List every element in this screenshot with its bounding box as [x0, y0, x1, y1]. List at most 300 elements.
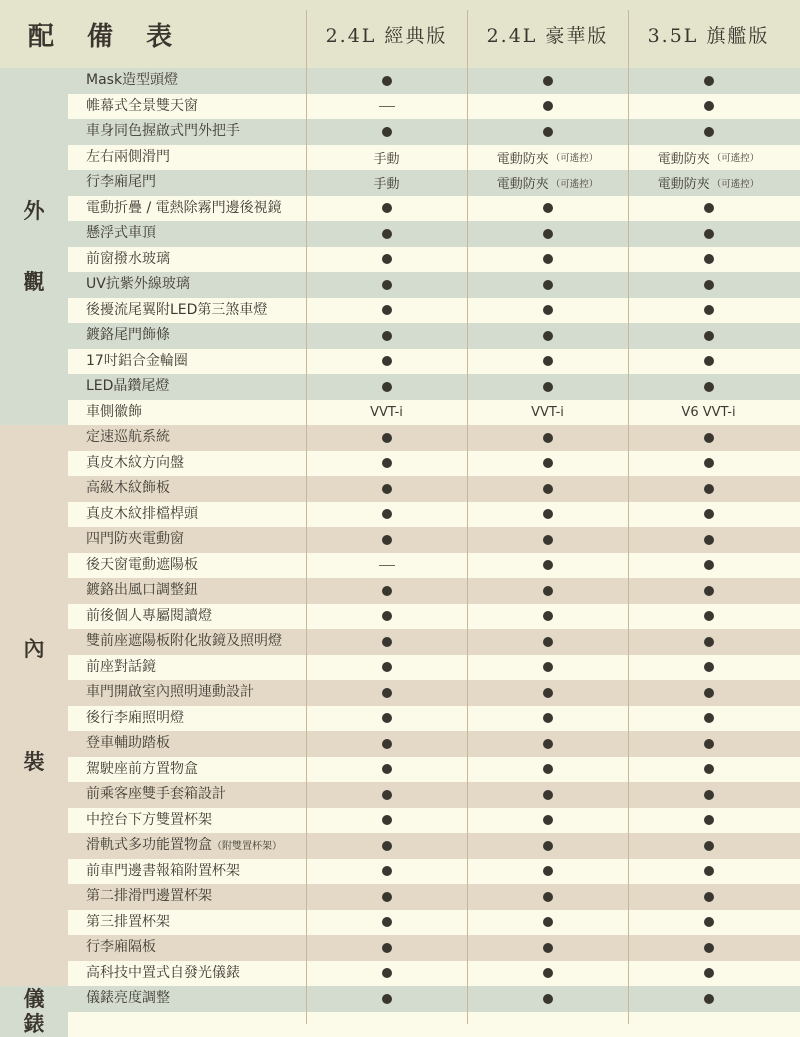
group-label-char: 錶 [23, 1011, 45, 1037]
dot-icon [543, 637, 553, 647]
dot-icon [382, 688, 392, 698]
standard-dot [306, 323, 467, 349]
standard-dot [467, 961, 628, 987]
standard-dot [467, 94, 628, 120]
dot-icon [382, 739, 392, 749]
dot-icon [382, 866, 392, 876]
standard-dot [467, 757, 628, 783]
standard-dot [306, 859, 467, 885]
dot-icon [382, 509, 392, 519]
standard-dot [306, 986, 467, 1012]
standard-dot [628, 961, 789, 987]
dot-icon [382, 458, 392, 468]
table-row [68, 502, 800, 528]
standard-dot [306, 374, 467, 400]
column-header-classic: 2.4L 經典版 [325, 24, 448, 47]
standard-dot [467, 553, 628, 579]
standard-dot [628, 323, 789, 349]
feature-label: 前座對話鏡 [86, 658, 156, 675]
standard-dot [628, 757, 789, 783]
dot-icon [704, 382, 714, 392]
standard-dot [628, 425, 789, 451]
spec-value: 電動防夾 （可遙控） [657, 151, 760, 167]
feature-label: 滑軌式多功能置物盒（附雙置杯架） [86, 837, 282, 853]
table-row [68, 221, 800, 247]
dot-icon [704, 841, 714, 851]
table-row [68, 94, 800, 120]
group-label-char: 內 [23, 636, 45, 662]
standard-dot [306, 425, 467, 451]
dot-icon [382, 790, 392, 800]
spec-value: 電動防夾 （可遙控） [496, 177, 599, 193]
standard-dot [306, 502, 467, 528]
dot-icon [382, 76, 392, 86]
standard-dot [467, 629, 628, 655]
dot-icon [704, 739, 714, 749]
standard-dot [628, 119, 789, 145]
standard-dot [467, 502, 628, 528]
dot-icon [382, 586, 392, 596]
dot-icon [543, 815, 553, 825]
feature-label: 電動折疊 / 電熱除霧門邊後視鏡 [86, 199, 282, 216]
standard-dot [306, 68, 467, 94]
feature-label: 登車輔助踏板 [86, 735, 170, 751]
group-label-char: 觀 [23, 269, 45, 295]
feature-label: 後擾流尾翼附LED第三煞車燈 [86, 301, 268, 318]
dot-icon [704, 688, 714, 698]
column-divider [628, 10, 629, 1024]
standard-dot [467, 476, 628, 502]
standard-dot [467, 196, 628, 222]
dot-icon [382, 484, 392, 494]
dot-icon [543, 458, 553, 468]
feature-label: 前乘客座雙手套箱設計 [86, 786, 226, 802]
dot-icon [704, 943, 714, 953]
dot-icon [704, 866, 714, 876]
standard-dot [628, 527, 789, 553]
dot-icon [704, 127, 714, 137]
standard-dot [628, 68, 789, 94]
standard-dot [628, 476, 789, 502]
table-row [68, 68, 800, 94]
dot-icon [704, 229, 714, 239]
standard-dot [306, 680, 467, 706]
table-row [68, 170, 800, 196]
standard-dot [467, 884, 628, 910]
table-row [68, 400, 800, 426]
dot-icon [704, 790, 714, 800]
table-row [68, 833, 800, 859]
dot-icon [382, 229, 392, 239]
feature-label: 第二排滑門邊置杯架 [86, 888, 212, 904]
table-row [68, 808, 800, 834]
standard-dot [467, 782, 628, 808]
table-row [68, 476, 800, 502]
table-row [68, 706, 800, 732]
dot-icon [704, 662, 714, 672]
standard-dot [306, 527, 467, 553]
standard-dot [628, 502, 789, 528]
spec-value: 手動 [373, 177, 400, 193]
spec-value: 電動防夾 （可遙控） [657, 177, 760, 193]
table-title: 配 備 表 [28, 21, 185, 52]
dot-icon [382, 127, 392, 137]
table-row [68, 425, 800, 451]
dot-icon [704, 76, 714, 86]
dot-icon [704, 611, 714, 621]
dot-icon [704, 917, 714, 927]
dot-icon [543, 484, 553, 494]
dot-icon [382, 254, 392, 264]
standard-dot [306, 782, 467, 808]
dot-icon [543, 739, 553, 749]
standard-dot [628, 782, 789, 808]
dot-icon [382, 535, 392, 545]
table-row [68, 145, 800, 171]
feature-label: 儀錶亮度調整 [86, 990, 170, 1006]
dot-icon [543, 127, 553, 137]
standard-dot [467, 527, 628, 553]
standard-dot [628, 884, 789, 910]
table-row [68, 119, 800, 145]
standard-dot [628, 859, 789, 885]
standard-dot [467, 451, 628, 477]
standard-dot [306, 298, 467, 324]
feature-label: 行李廂尾門 [86, 174, 156, 190]
dot-icon [704, 433, 714, 443]
group-label-char: 裝 [23, 748, 45, 774]
table-row [68, 731, 800, 757]
standard-dot [628, 578, 789, 604]
spec-value: VVT-i [531, 404, 564, 420]
dot-icon [543, 101, 553, 111]
dot-icon [382, 382, 392, 392]
standard-dot [467, 859, 628, 885]
standard-dot [306, 757, 467, 783]
feature-label: 駕駛座前方置物盒 [86, 760, 198, 777]
standard-dot [306, 221, 467, 247]
standard-dot [467, 272, 628, 298]
dot-icon [382, 994, 392, 1004]
dot-icon [704, 535, 714, 545]
group-band [0, 68, 68, 425]
table-row [68, 374, 800, 400]
standard-dot [628, 247, 789, 273]
dot-icon [543, 994, 553, 1004]
feature-label: 帷幕式全景雙天窗 [86, 97, 198, 114]
table-row [68, 527, 800, 553]
standard-dot [628, 706, 789, 732]
dot-icon [543, 662, 553, 672]
dot-icon [704, 815, 714, 825]
feature-label: LED晶鑽尾燈 [86, 378, 170, 394]
dot-icon [543, 433, 553, 443]
feature-label: 第三排置杯架 [86, 913, 170, 930]
standard-dot [628, 604, 789, 630]
dot-icon [543, 382, 553, 392]
dot-icon [543, 688, 553, 698]
dot-icon [543, 764, 553, 774]
dot-icon [543, 509, 553, 519]
dash-icon [379, 106, 395, 107]
table-row [68, 782, 800, 808]
feature-label: 中控台下方雙置杯架 [86, 811, 212, 828]
standard-dot [628, 349, 789, 375]
dot-icon [543, 356, 553, 366]
dot-icon [543, 535, 553, 545]
dot-icon [543, 790, 553, 800]
table-row [68, 451, 800, 477]
standard-dot [467, 578, 628, 604]
spec-value: VVT-i [370, 404, 403, 420]
dot-icon [543, 305, 553, 315]
standard-dot [467, 986, 628, 1012]
table-header [0, 0, 800, 68]
table-row [68, 910, 800, 936]
standard-dot [306, 629, 467, 655]
dot-icon [704, 203, 714, 213]
standard-dot [467, 808, 628, 834]
not-available-dash [306, 553, 467, 579]
standard-dot [628, 808, 789, 834]
standard-dot [467, 680, 628, 706]
feature-label: 真皮木紋方向盤 [86, 454, 184, 471]
column-divider [306, 10, 307, 1024]
standard-dot [306, 808, 467, 834]
standard-dot [628, 451, 789, 477]
feature-label: 左右兩側滑門 [86, 148, 170, 165]
standard-dot [628, 910, 789, 936]
dot-icon [704, 637, 714, 647]
feature-label: 高科技中置式自發光儀錶 [86, 964, 240, 981]
feature-label: 行李廂隔板 [86, 939, 156, 955]
table-row [68, 247, 800, 273]
group-label-char: 外 [23, 197, 45, 223]
feature-label: 真皮木紋排檔桿頭 [86, 505, 198, 522]
feature-label: 鍍鉻出風口調整鈕 [86, 582, 198, 598]
dot-icon [704, 280, 714, 290]
standard-dot [628, 196, 789, 222]
table-row [68, 961, 800, 987]
dot-icon [382, 968, 392, 978]
dot-icon [382, 662, 392, 672]
dot-icon [704, 356, 714, 366]
table-row [68, 935, 800, 961]
table-row [68, 272, 800, 298]
standard-dot [306, 476, 467, 502]
dot-icon [382, 433, 392, 443]
dot-icon [704, 994, 714, 1004]
table-row [68, 196, 800, 222]
standard-dot [306, 884, 467, 910]
standard-dot [467, 731, 628, 757]
dot-icon [382, 815, 392, 825]
dot-icon [704, 968, 714, 978]
standard-dot [628, 298, 789, 324]
feature-label: 車門開啟室內照明連動設計 [86, 684, 254, 700]
dot-icon [543, 611, 553, 621]
table-row [68, 859, 800, 885]
spec-value: 手動 [373, 151, 400, 167]
dash-icon [379, 565, 395, 566]
dot-icon [543, 586, 553, 596]
table-row [68, 680, 800, 706]
feature-label: 前車門邊書報箱附置杯架 [86, 862, 240, 879]
dot-icon [382, 917, 392, 927]
spec-value: V6 VVT-i [681, 404, 736, 420]
feature-label: UV抗紫外線玻璃 [86, 276, 190, 292]
table-row [68, 323, 800, 349]
table-row [68, 298, 800, 324]
dot-icon [704, 509, 714, 519]
feature-label: Mask造型頭燈 [86, 72, 179, 88]
dot-icon [704, 560, 714, 570]
dot-icon [382, 764, 392, 774]
dot-icon [704, 484, 714, 494]
dot-icon [704, 254, 714, 264]
feature-label: 懸浮式車頂 [86, 225, 156, 241]
table-row [68, 349, 800, 375]
standard-dot [467, 833, 628, 859]
column-header-luxury: 2.4L 豪華版 [486, 24, 609, 47]
dot-icon [543, 280, 553, 290]
standard-dot [628, 655, 789, 681]
standard-dot [467, 68, 628, 94]
feature-label: 車身同色握啟式門外把手 [86, 123, 240, 139]
dot-icon [543, 331, 553, 341]
feature-label: 鍍鉻尾門飾條 [86, 327, 170, 343]
table-row [68, 604, 800, 630]
dot-icon [704, 305, 714, 315]
dot-icon [543, 917, 553, 927]
standard-dot [306, 578, 467, 604]
feature-label: 高級木紋飾板 [86, 480, 170, 496]
dot-icon [704, 764, 714, 774]
standard-dot [467, 425, 628, 451]
dot-icon [543, 943, 553, 953]
feature-label: 定速巡航系統 [86, 429, 170, 445]
standard-dot [628, 935, 789, 961]
standard-dot [306, 196, 467, 222]
table-row [68, 986, 800, 1012]
dot-icon [382, 280, 392, 290]
dot-icon [382, 713, 392, 723]
table-row [68, 757, 800, 783]
table-row [68, 578, 800, 604]
standard-dot [306, 451, 467, 477]
standard-dot [306, 247, 467, 273]
standard-dot [467, 349, 628, 375]
standard-dot [467, 298, 628, 324]
spec-value: 電動防夾 （可遙控） [496, 151, 599, 167]
standard-dot [467, 604, 628, 630]
feature-label: 雙前座遮陽板附化妝鏡及照明燈 [86, 633, 282, 649]
dot-icon [382, 305, 392, 315]
feature-label: 四門防夾電動窗 [86, 531, 184, 547]
dot-icon [382, 892, 392, 902]
dot-icon [543, 203, 553, 213]
standard-dot [467, 323, 628, 349]
dot-icon [543, 968, 553, 978]
standard-dot [628, 553, 789, 579]
dot-icon [543, 713, 553, 723]
standard-dot [306, 731, 467, 757]
dot-icon [382, 943, 392, 953]
standard-dot [628, 833, 789, 859]
standard-dot [628, 629, 789, 655]
standard-dot [306, 935, 467, 961]
column-header-flagship: 3.5L 旗艦版 [647, 24, 770, 47]
dot-icon [382, 203, 392, 213]
standard-dot [467, 374, 628, 400]
standard-dot [306, 961, 467, 987]
feature-label: 前後個人專屬閱讀燈 [86, 607, 212, 624]
feature-label: 車側徽飾 [86, 403, 142, 420]
dot-icon [704, 892, 714, 902]
table-row [68, 553, 800, 579]
dot-icon [382, 331, 392, 341]
dot-icon [382, 637, 392, 647]
standard-dot [467, 221, 628, 247]
dot-icon [704, 586, 714, 596]
feature-label: 17吋鋁合金輪圈 [86, 352, 188, 369]
standard-dot [306, 833, 467, 859]
table-row [68, 884, 800, 910]
standard-dot [628, 374, 789, 400]
standard-dot [628, 94, 789, 120]
dot-icon [704, 458, 714, 468]
standard-dot [306, 655, 467, 681]
standard-dot [306, 119, 467, 145]
standard-dot [628, 986, 789, 1012]
table-row [68, 629, 800, 655]
standard-dot [467, 119, 628, 145]
dot-icon [543, 892, 553, 902]
standard-dot [628, 731, 789, 757]
standard-dot [306, 349, 467, 375]
dot-icon [543, 560, 553, 570]
standard-dot [306, 706, 467, 732]
not-available-dash [306, 94, 467, 120]
standard-dot [467, 910, 628, 936]
standard-dot [467, 706, 628, 732]
standard-dot [306, 272, 467, 298]
standard-dot [467, 247, 628, 273]
standard-dot [306, 910, 467, 936]
dot-icon [543, 841, 553, 851]
group-band [0, 425, 68, 986]
standard-dot [628, 680, 789, 706]
dot-icon [382, 841, 392, 851]
group-label-char: 儀 [23, 985, 45, 1011]
dot-icon [704, 331, 714, 341]
dot-icon [382, 611, 392, 621]
feature-label: 後天窗電動遮陽板 [86, 556, 198, 573]
feature-label: 前窗撥水玻璃 [86, 250, 170, 267]
standard-dot [467, 935, 628, 961]
dot-icon [704, 101, 714, 111]
dot-icon [543, 76, 553, 86]
standard-dot [628, 221, 789, 247]
dot-icon [543, 866, 553, 876]
column-divider [467, 10, 468, 1024]
table-row [68, 655, 800, 681]
dot-icon [704, 713, 714, 723]
standard-dot [467, 655, 628, 681]
feature-label: 後行李廂照明燈 [86, 709, 184, 726]
dot-icon [543, 254, 553, 264]
dot-icon [543, 229, 553, 239]
